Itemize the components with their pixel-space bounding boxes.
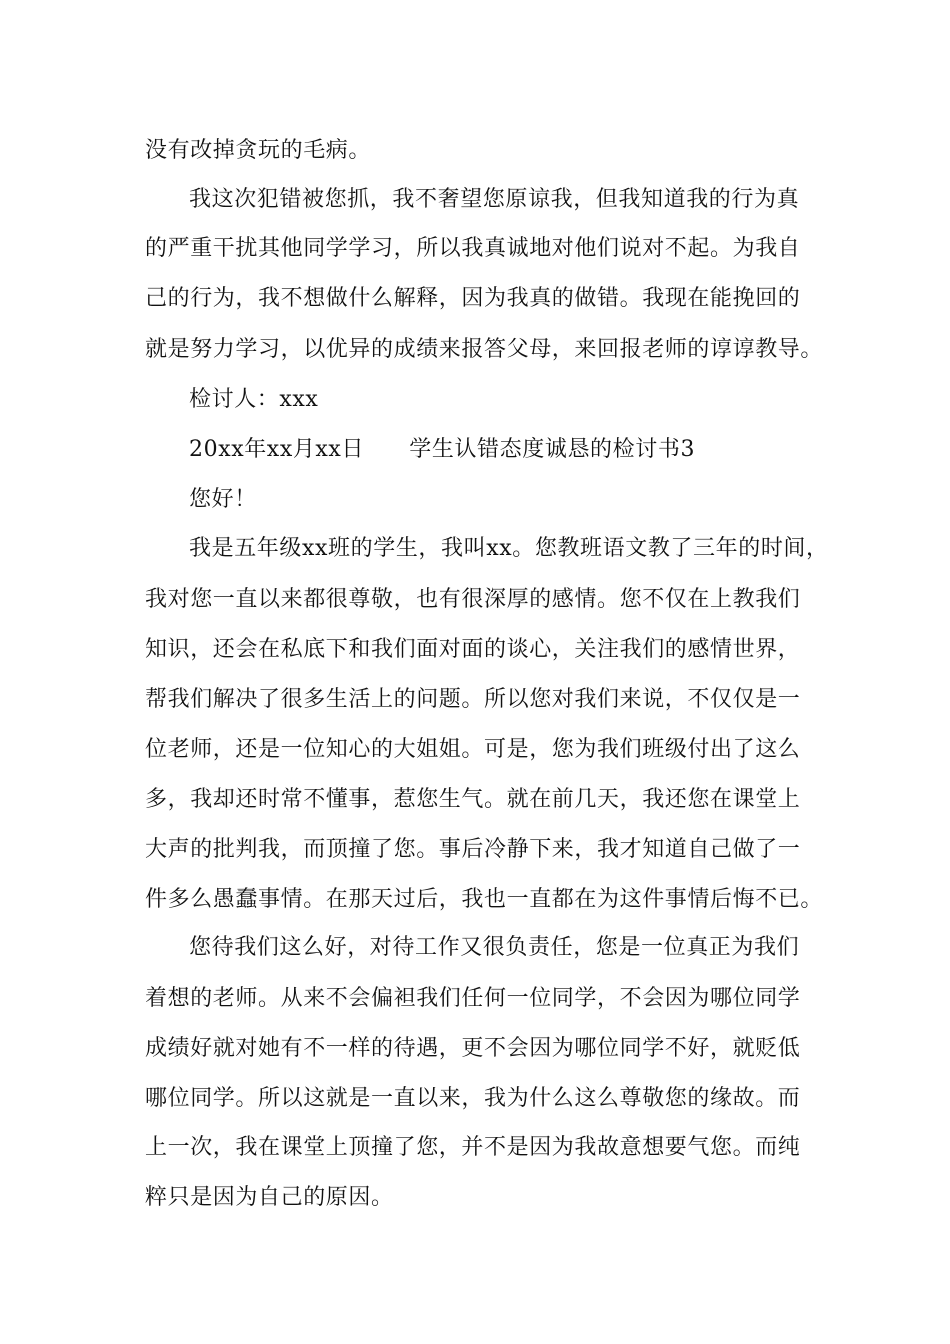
- text-line: 己的行为，我不想做什么解释，因为我真的做错。我现在能挽回的: [145, 286, 801, 311]
- text-line: 我对您一直以来都很尊敬，也有很深厚的感情。您不仅在上教我们: [145, 587, 801, 612]
- text-line: 位老师，还是一位知心的大姐姐。可是，您为我们班级付出了这么: [145, 737, 801, 762]
- text-line: 没有改掉贪玩的毛病。: [145, 138, 372, 163]
- greeting-line: 您好！: [189, 487, 257, 512]
- text-line: 成绩好就对她有不一样的待遇，更不会因为哪位同学不好，就贬低: [145, 1036, 801, 1061]
- text-line: 就是努力学习，以优异的成绩来报答父母，来回报老师的谆谆教导。: [145, 337, 824, 362]
- text-line: 多，我却还时常不懂事，惹您生气。就在前几天，我还您在课堂上: [145, 787, 801, 812]
- text-line: 粹只是因为自己的原因。: [145, 1185, 394, 1210]
- text-line: 件多么愚蠢事情。在那天过后，我也一直都在为这件事情后悔不已。: [145, 887, 824, 912]
- text-line: 上一次，我在课堂上顶撞了您，并不是因为我故意想要气您。而纯: [145, 1135, 801, 1160]
- signature-line: 检讨人：xxx: [189, 387, 319, 412]
- text-line: 我是五年级xx班的学生，我叫xx。您教班语文教了三年的时间，: [189, 536, 829, 561]
- text-line: 我这次犯错被您抓，我不奢望您原谅我，但我知道我的行为真: [189, 187, 800, 212]
- text-line: 着想的老师。从来不会偏袒我们任何一位同学，不会因为哪位同学: [145, 986, 801, 1011]
- text-line: 帮我们解决了很多生活上的问题。所以您对我们来说，不仅仅是一: [145, 687, 801, 712]
- text-line: 您待我们这么好，对待工作又很负责任，您是一位真正为我们: [189, 935, 800, 960]
- text-line: 大声的批判我，而顶撞了您。事后冷静下来，我才知道自己做了一: [145, 837, 801, 862]
- text-line: 的严重干扰其他同学学习，所以我真诚地对他们说对不起。为我自: [145, 236, 801, 261]
- date-and-title-line: 20xx年xx月xx日 学生认错态度诚恳的检讨书3: [189, 437, 696, 462]
- text-line: 哪位同学。所以这就是一直以来，我为什么这么尊敬您的缘故。而: [145, 1086, 801, 1111]
- text-line: 知识，还会在私底下和我们面对面的谈心，关注我们的感情世界，: [145, 637, 801, 662]
